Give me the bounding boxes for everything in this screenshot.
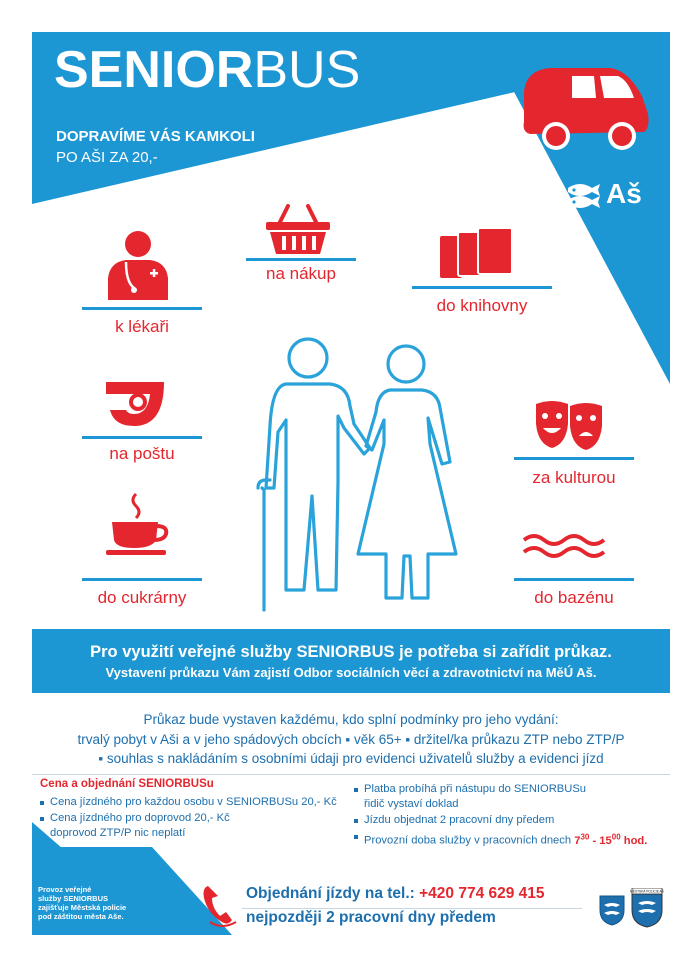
info-band-line-2: Vystavení průkazu Vám zajistí Odbor sociálních věcí a zdravotnictví na MěÚ Aš. — [105, 665, 597, 680]
hours-from-value: 7 — [574, 834, 581, 847]
shopping-basket-icon — [264, 204, 332, 256]
hours-suffix: hod. — [620, 834, 648, 847]
destination-label-culture: za kulturou — [532, 468, 616, 487]
operator-note-line: Provoz veřejné — [38, 885, 92, 894]
info-band — [32, 629, 670, 693]
destination-label-pool: do bazénu — [534, 588, 614, 607]
van-icon — [510, 62, 660, 162]
list-item: Platba probíhá při nástupu do SENIORBUSu řidič vystaví doklad — [354, 782, 594, 812]
pricing-title: Cena a objednání SENIORBUSu — [40, 778, 214, 790]
conditions-line-2: trvalý pobyt v Aši a v jeho spádových obcích ▪ věk 65+ ▪ držitel/ka průkazu ZTP nebo ZTP/P — [77, 732, 625, 747]
divider-line — [246, 258, 356, 261]
books-icon — [438, 228, 516, 280]
list-item — [354, 829, 666, 849]
phone-number[interactable]: +420 774 629 415 — [419, 885, 545, 902]
town-logo — [566, 180, 666, 212]
theatre-masks-icon — [534, 400, 604, 452]
divider-line — [514, 457, 634, 460]
destination-label-cafe: do cukrárny — [97, 588, 187, 607]
town-logo-text: Aš — [606, 178, 642, 209]
section-divider — [32, 774, 670, 775]
page-title — [54, 41, 361, 99]
fish-emblem-icon — [566, 180, 602, 210]
poster — [32, 32, 670, 935]
pricing-right-list — [354, 782, 666, 850]
order-line — [246, 885, 545, 903]
conditions-intro: Průkaz bude vystaven každému, kdo splní podmínky pro jeho vydání: — [143, 712, 559, 727]
info-band-line-1: Pro využití veřejné služby SENIORBUS je potřeba si zařídit průkaz. — [90, 643, 612, 661]
divider-line — [82, 307, 202, 310]
doctor-icon — [106, 230, 170, 304]
operator-note-line: pod záštitou města Aše. — [38, 912, 124, 921]
destination-label-library: do knihovny — [436, 296, 528, 315]
hours-to-value: 15 — [599, 834, 612, 847]
police-badge-icon — [630, 888, 664, 928]
destination-label-post: na poštu — [109, 444, 175, 463]
hours-to-minutes: 00 — [611, 832, 621, 841]
list-item: Cena jízdného pro doprovod 20,- Kč doprovod ZTP/P nic neplatí — [40, 811, 250, 841]
order-deadline: nejpozději 2 pracovní dny předem — [246, 909, 496, 926]
operator-note — [38, 885, 126, 921]
order-label: Objednání jízdy na tel.: — [246, 885, 420, 902]
title-light: BUS — [253, 41, 361, 99]
tagline-bold: DOPRAVÍME VÁS KAMKOLI — [56, 128, 255, 145]
divider-line — [82, 578, 202, 581]
post-horn-icon — [104, 380, 166, 428]
destination-label-shopping: na nákup — [266, 264, 336, 283]
divider-line — [514, 578, 634, 581]
list-item: Cena jízdného pro každou osobu v SENIORBUSu 20,- Kč — [40, 795, 350, 810]
senior-couple-illustration — [244, 336, 474, 618]
list-item: Jízdu objednat 2 pracovní dny předem — [354, 813, 666, 828]
operator-note-line: služby SENIORBUS — [38, 894, 109, 903]
hours-from-minutes: 30 — [580, 832, 590, 841]
hours-from — [574, 832, 648, 847]
title-bold: SENIOR — [54, 41, 254, 99]
police-badge-text: MĚSTSKÁ POLICIE AŠ — [630, 889, 664, 894]
operator-note-line: zajišťuje Městská policie — [38, 903, 127, 912]
phone-icon — [202, 884, 238, 928]
conditions-line-3: ▪ souhlas s nakládáním s osobními údaji pro evidenci uživatelů služby a evidenci jízd — [98, 751, 604, 766]
coffee-cup-icon — [106, 492, 172, 556]
hours-prefix: Provozní doba služby v pracovních dnech — [364, 834, 575, 847]
divider-line — [412, 286, 552, 289]
tagline-regular: PO AŠI ZA 20,- — [56, 149, 158, 166]
pricing-left-list — [40, 795, 350, 842]
water-waves-icon — [522, 532, 608, 562]
hours-separator: - — [589, 834, 600, 847]
destination-label-doctor: k lékaři — [115, 317, 169, 336]
coat-of-arms-icon — [598, 894, 626, 926]
divider-line — [82, 436, 202, 439]
